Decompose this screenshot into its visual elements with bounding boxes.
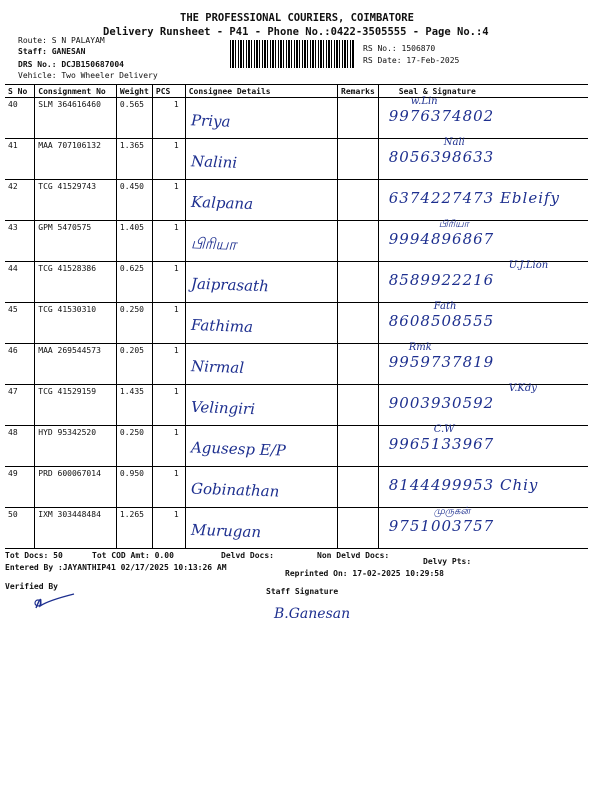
vehicle-label: Vehicle: Two Wheeler Delivery	[18, 71, 158, 80]
row-pcs: 1	[152, 98, 185, 139]
table-row	[5, 180, 588, 221]
row-consignee-cell	[185, 303, 337, 344]
row-sno: 43	[5, 221, 35, 262]
delivered-docs: Delvd Docs:	[221, 551, 274, 560]
row-pcs: 1	[152, 180, 185, 221]
row-sno: 48	[5, 426, 35, 467]
row-sno: 40	[5, 98, 35, 139]
signature-mark: முருகன்	[433, 506, 471, 517]
staff-signature-label: Staff Signature	[266, 587, 339, 596]
route-label: Route: S N PALAYAM	[18, 36, 105, 45]
consignee-handwritten-name: Velingiri	[190, 397, 255, 419]
signature-phone-number: 9003930592	[388, 394, 495, 412]
consignee-handwritten-name: Kalpana	[190, 192, 254, 214]
row-pcs: 1	[152, 221, 185, 262]
row-weight: 0.450	[116, 180, 152, 221]
signature-phone-number: 9751003757	[388, 517, 495, 535]
signature-mark: பிரியா	[438, 219, 469, 230]
row-sno: 50	[5, 508, 35, 549]
rs-date: RS Date: 17-Feb-2025	[363, 56, 460, 65]
row-consignment-no: PRD 600067014	[35, 467, 117, 508]
row-weight: 0.950	[116, 467, 152, 508]
row-remarks	[338, 221, 379, 262]
rs-number: RS No.: 1506870	[363, 44, 436, 53]
row-remarks	[338, 508, 379, 549]
runsheet-subtitle: Delivery Runsheet - P41 - Phone No.:0422-3505555 - Page No.:4	[103, 26, 489, 38]
signature-mark: w.Lin	[410, 96, 438, 107]
signature-phone-number: 8056398633	[388, 148, 495, 166]
signature-phone-number: 9959737819	[388, 353, 495, 371]
entered-by: Entered By :JAYANTHIP41 02/17/2025 10:13:26 AM	[5, 563, 227, 572]
col-remarks: Remarks	[338, 85, 379, 98]
row-pcs: 1	[152, 467, 185, 508]
row-remarks	[338, 262, 379, 303]
row-consignment-no: TCG 41529743	[35, 180, 117, 221]
staff-signature: B.Ganesan	[274, 606, 351, 622]
row-consignee-cell	[185, 467, 337, 508]
row-remarks	[338, 303, 379, 344]
row-sno: 41	[5, 139, 35, 180]
non-delivered-docs: Non Delvd Docs:	[317, 551, 390, 560]
row-sno: 44	[5, 262, 35, 303]
table-row	[5, 98, 588, 139]
total-docs: Tot Docs: 50	[5, 551, 63, 560]
row-remarks	[338, 139, 379, 180]
row-signature-cell	[378, 508, 588, 549]
row-weight: 1.265	[116, 508, 152, 549]
row-weight: 0.250	[116, 426, 152, 467]
row-remarks	[338, 426, 379, 467]
row-signature-cell	[378, 262, 588, 303]
consignee-handwritten-name: Gobinathan	[190, 479, 280, 501]
row-consignment-no: IXM 303448484	[35, 508, 117, 549]
row-consignee-cell	[185, 385, 337, 426]
consignee-handwritten-name: Priya	[190, 111, 231, 131]
row-sno: 45	[5, 303, 35, 344]
row-signature-cell	[378, 385, 588, 426]
verified-by-label: Verified By	[5, 582, 58, 591]
consignee-handwritten-name: பிரியா	[190, 234, 237, 254]
row-weight: 0.205	[116, 344, 152, 385]
signature-mark: Rmk	[408, 342, 432, 353]
row-remarks	[338, 98, 379, 139]
row-consignee-cell	[185, 221, 337, 262]
row-remarks	[338, 385, 379, 426]
row-sno: 49	[5, 467, 35, 508]
consignee-handwritten-name: Agusesp E/P	[190, 438, 286, 460]
consignee-handwritten-name: Nirmal	[190, 357, 245, 377]
table-row	[5, 385, 588, 426]
signature-phone-number: 9976374802	[388, 107, 495, 125]
row-signature-cell	[378, 467, 588, 508]
table-row	[5, 303, 588, 344]
consignee-handwritten-name: Nalini	[190, 152, 238, 172]
col-sno: S No	[5, 85, 35, 98]
consignee-handwritten-name: Fathima	[190, 315, 253, 337]
row-sno: 46	[5, 344, 35, 385]
verified-signature-mark	[28, 592, 78, 612]
row-consignee-cell	[185, 426, 337, 467]
table-row	[5, 467, 588, 508]
signature-mark: C.W	[433, 424, 455, 435]
signature-phone-number: 6374227473 Ebleify	[388, 189, 561, 207]
row-pcs: 1	[152, 385, 185, 426]
row-weight: 1.435	[116, 385, 152, 426]
row-sno: 42	[5, 180, 35, 221]
signature-mark: Fath	[433, 301, 457, 312]
row-consignment-no: SLM 364616460	[35, 98, 117, 139]
row-signature-cell	[378, 98, 588, 139]
row-remarks	[338, 180, 379, 221]
col-signature: Seal & Signature	[378, 85, 588, 98]
row-weight: 1.405	[116, 221, 152, 262]
row-signature-cell	[378, 303, 588, 344]
total-cod: Tot COD Amt: 0.00	[92, 551, 174, 560]
table-row	[5, 262, 588, 303]
row-consignee-cell	[185, 139, 337, 180]
row-signature-cell	[378, 180, 588, 221]
row-signature-cell	[378, 139, 588, 180]
row-consignment-no: GPM 5470575	[35, 221, 117, 262]
signature-phone-number: 9965133967	[388, 435, 495, 453]
table-row	[5, 139, 588, 180]
row-pcs: 1	[152, 426, 185, 467]
row-consignee-cell	[185, 180, 337, 221]
row-pcs: 1	[152, 262, 185, 303]
consignee-handwritten-name: Jaiprasath	[190, 274, 269, 296]
row-consignee-cell	[185, 98, 337, 139]
row-weight: 0.565	[116, 98, 152, 139]
table-row	[5, 344, 588, 385]
row-consignee-cell	[185, 262, 337, 303]
row-pcs: 1	[152, 303, 185, 344]
col-consignee: Consignee Details	[185, 85, 337, 98]
row-consignment-no: MAA 269544573	[35, 344, 117, 385]
company-title: THE PROFESSIONAL COURIERS, COIMBATORE	[180, 12, 414, 24]
row-pcs: 1	[152, 139, 185, 180]
signature-mark: Nali	[443, 137, 465, 148]
row-consignment-no: TCG 41528386	[35, 262, 117, 303]
table-row	[5, 426, 588, 467]
reprinted-on: Reprinted On: 17-02-2025 10:29:58	[285, 569, 444, 578]
row-weight: 1.365	[116, 139, 152, 180]
row-consignment-no: MAA 707106132	[35, 139, 117, 180]
row-pcs: 1	[152, 508, 185, 549]
signature-phone-number: 9994896867	[388, 230, 495, 248]
row-remarks	[338, 467, 379, 508]
table-header-row	[5, 85, 588, 98]
row-signature-cell	[378, 221, 588, 262]
col-consignment: Consignment No	[35, 85, 117, 98]
row-signature-cell	[378, 426, 588, 467]
delivery-points: Delvy Pts:	[423, 557, 472, 566]
runsheet-table	[5, 84, 588, 549]
staff-label: Staff: GANESAN	[18, 47, 86, 56]
signature-mark: V.Kdy	[508, 383, 537, 394]
signature-phone-number: 8608508555	[388, 312, 495, 330]
barcode	[230, 40, 355, 68]
row-remarks	[338, 344, 379, 385]
signature-phone-number: 8144499953 Chiy	[388, 476, 539, 494]
signature-mark: U.J.Lion	[508, 260, 549, 271]
row-pcs: 1	[152, 344, 185, 385]
row-consignment-no: TCG 41529159	[35, 385, 117, 426]
row-weight: 0.250	[116, 303, 152, 344]
col-weight: Weight	[116, 85, 152, 98]
row-consignment-no: TCG 41530310	[35, 303, 117, 344]
table-row	[5, 221, 588, 262]
row-consignee-cell	[185, 508, 337, 549]
consignee-handwritten-name: Murugan	[190, 520, 262, 542]
row-sno: 47	[5, 385, 35, 426]
row-weight: 0.625	[116, 262, 152, 303]
col-pcs: PCS	[152, 85, 185, 98]
row-consignee-cell	[185, 344, 337, 385]
signature-phone-number: 8589922216	[388, 271, 495, 289]
table-row	[5, 508, 588, 549]
row-signature-cell	[378, 344, 588, 385]
drs-number: DRS No.: DCJB150687004	[18, 60, 124, 69]
row-consignment-no: HYD 95342520	[35, 426, 117, 467]
